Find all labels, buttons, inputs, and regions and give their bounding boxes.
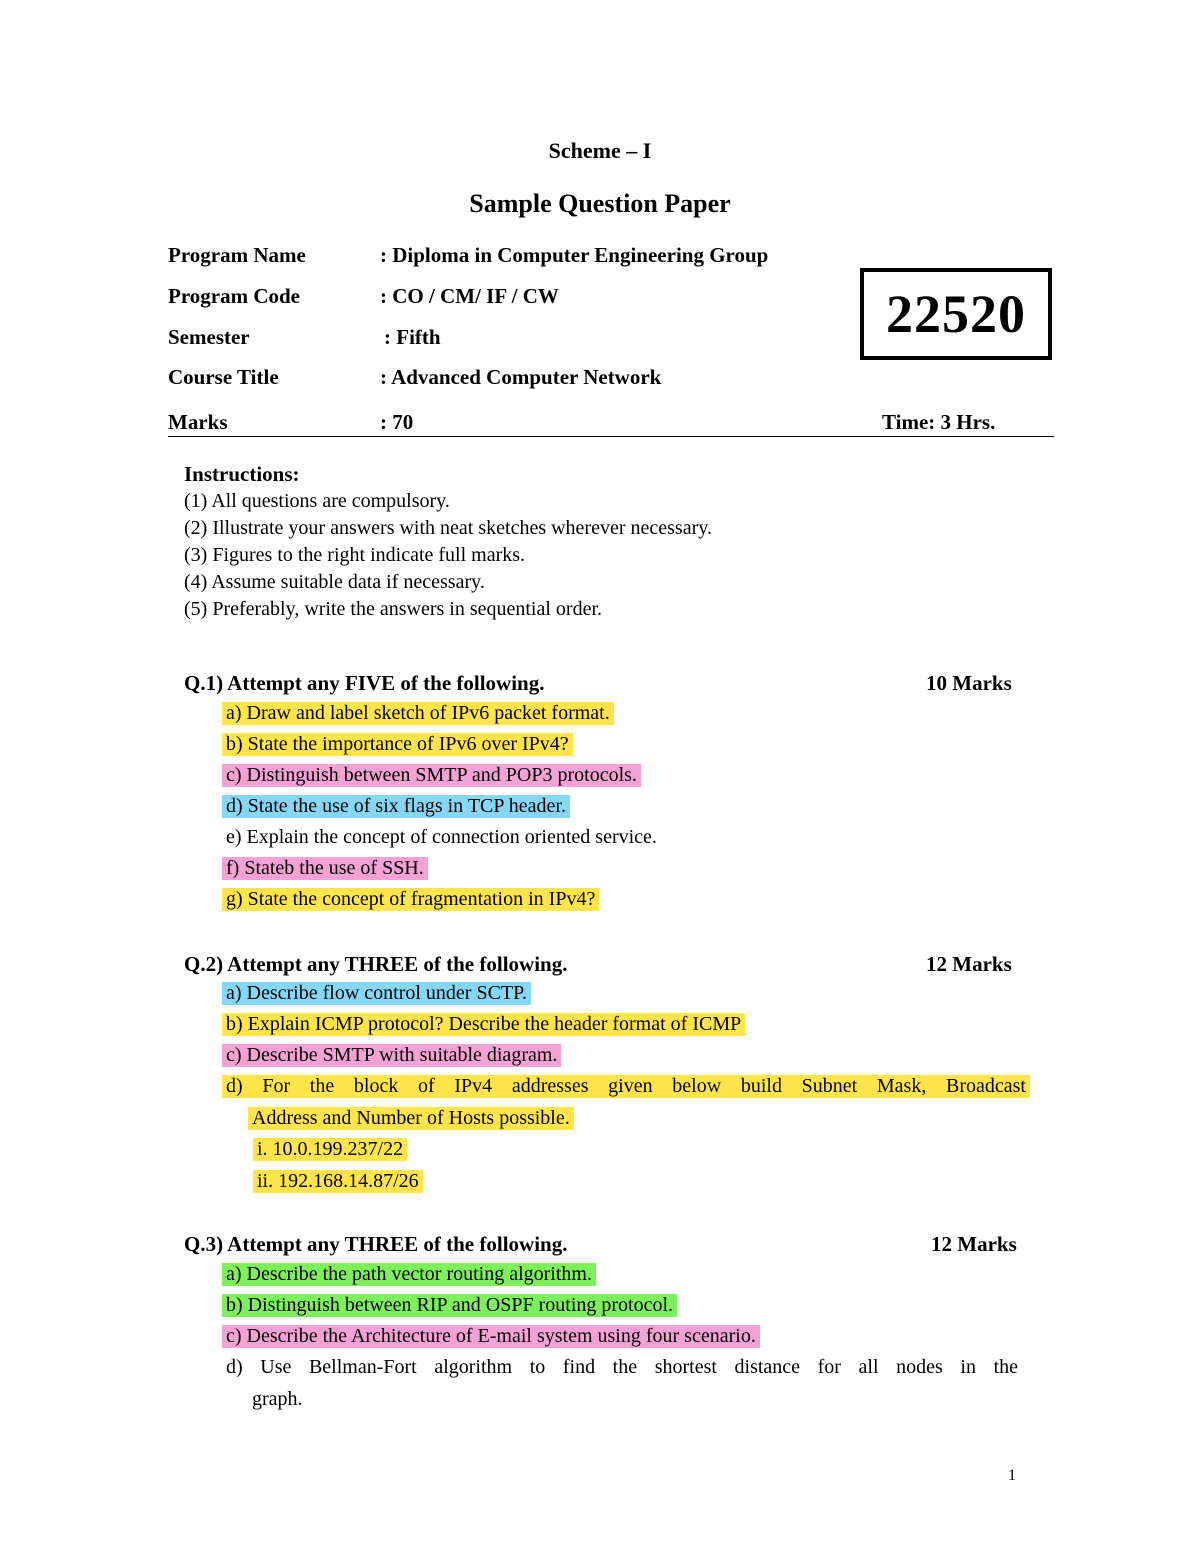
question-3-marks: 12 Marks — [931, 1232, 1017, 1256]
marks-value: : 70 — [380, 410, 414, 434]
q1-item-f: f) Stateb the use of SSH. — [222, 857, 428, 880]
instructions-title: Instructions: — [184, 462, 300, 486]
q3-item-b: b) Distinguish between RIP and OSPF routing protocol. — [222, 1294, 677, 1317]
q1-item-e: e) Explain the concept of connection oriented service. — [226, 826, 657, 848]
question-2-heading: Q.2) Attempt any THREE of the following. — [184, 952, 568, 976]
q2-item-d-continued: Address and Number of Hosts possible. — [248, 1107, 574, 1130]
q2-item-d: d) For the block of IPv4 addresses given below build Subnet Mask, Broadcast — [222, 1075, 1030, 1098]
paper-title: Sample Question Paper — [469, 189, 731, 218]
q3-item-d-continued: graph. — [252, 1388, 303, 1410]
course-title-label: Course Title — [168, 365, 279, 389]
scheme-label: Scheme – I — [548, 138, 652, 163]
instruction-item: (1) All questions are compulsory. — [184, 490, 450, 512]
question-3-heading: Q.3) Attempt any THREE of the following. — [184, 1232, 568, 1256]
q3-item-a: a) Describe the path vector routing algorithm. — [222, 1263, 596, 1286]
question-1-heading: Q.1) Attempt any FIVE of the following. — [184, 671, 545, 695]
question-2-marks: 12 Marks — [926, 952, 1012, 976]
header-divider — [168, 436, 1054, 437]
time-label: Time: 3 Hrs. — [882, 410, 996, 434]
program-code-label: Program Code — [168, 284, 300, 308]
instruction-item: (3) Figures to the right indicate full marks. — [184, 544, 526, 566]
marks-label: Marks — [168, 410, 228, 434]
q2-item-d-sub-ii: ii. 192.168.14.87/26 — [253, 1170, 423, 1193]
q1-item-g: g) State the concept of fragmentation in IPv4? — [222, 888, 599, 911]
semester-value: : Fifth — [384, 325, 441, 349]
q1-item-b: b) State the importance of IPv6 over IPv4? — [222, 733, 573, 756]
q3-item-d: d) Use Bellman-Fort algorithm to find the shortest distance for all nodes in the — [226, 1356, 1018, 1378]
instruction-item: (4) Assume suitable data if necessary. — [184, 571, 485, 593]
q2-item-b: b) Explain ICMP protocol? Describe the header format of ICMP — [222, 1013, 745, 1036]
q1-item-d: d) State the use of six flags in TCP header. — [222, 795, 570, 818]
program-name-value: : Diploma in Computer Engineering Group — [380, 243, 769, 267]
q1-item-a: a) Draw and label sketch of IPv6 packet format. — [222, 702, 614, 725]
course-code: 22520 — [886, 284, 1026, 344]
q2-item-d-sub-i: i. 10.0.199.237/22 — [253, 1138, 407, 1161]
q1-item-c: c) Distinguish between SMTP and POP3 protocols. — [222, 764, 641, 787]
q2-item-a: a) Describe flow control under SCTP. — [222, 982, 531, 1005]
page-number: 1 — [1008, 1467, 1016, 1484]
course-title-value: : Advanced Computer Network — [380, 365, 662, 389]
program-code-value: : CO / CM/ IF / CW — [380, 284, 559, 308]
program-name-label: Program Name — [168, 243, 306, 267]
instruction-item: (2) Illustrate your answers with neat sketches wherever necessary. — [184, 517, 712, 539]
q3-item-c: c) Describe the Architecture of E-mail system using four scenario. — [222, 1325, 760, 1348]
semester-label: Semester — [168, 325, 250, 349]
question-1-marks: 10 Marks — [926, 671, 1012, 695]
course-code-box — [860, 268, 1052, 360]
q2-item-c: c) Describe SMTP with suitable diagram. — [222, 1044, 561, 1067]
instruction-item: (5) Preferably, write the answers in sequential order. — [184, 598, 602, 620]
